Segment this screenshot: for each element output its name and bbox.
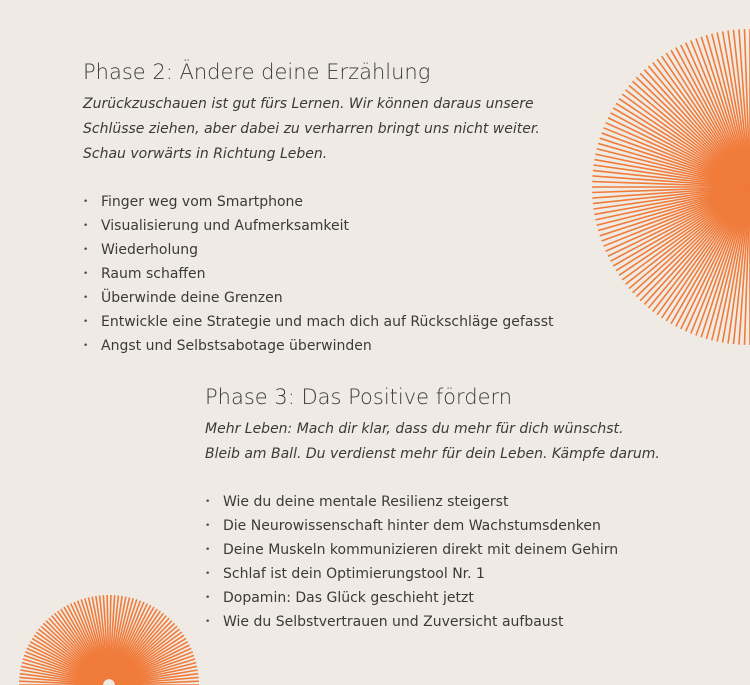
phase-3-intro: Mehr Leben: Mach dir klar, dass du mehr für dich wünschst. Bleib am Ball. Du verdienst mehr für dein Leben. Kämpfe darum.	[205, 421, 660, 462]
phase-2-title: Phase 2: Ändere deine Erzählung	[83, 60, 431, 84]
sunburst-decoration-right	[590, 28, 750, 346]
sunburst-rays	[19, 595, 199, 685]
phase-3-section	[205, 383, 705, 634]
phase-2-section	[83, 58, 603, 358]
sunburst-rays	[592, 29, 750, 345]
list-item: • Dopamin: Das Glück geschieht jetzt	[205, 586, 705, 610]
list-item: • Wiederholung	[83, 238, 603, 262]
list-item: • Visualisierung und Aufmerksamkeit	[83, 214, 603, 238]
list-item: • Die Neurowissenschaft hinter dem Wachstumsdenken	[205, 514, 705, 538]
list-item: • Raum schaffen	[83, 262, 603, 286]
list-item: • Angst und Selbstsabotage überwinden	[83, 334, 603, 358]
list-item: • Überwinde deine Grenzen	[83, 286, 603, 310]
phase-2-intro: Zurückzuschauen ist gut fürs Lernen. Wir können daraus unsere Schlüsse ziehen, aber dabei zu verharren bringt uns nicht weiter. Schau vorwärts in Richtung Leben.	[83, 96, 540, 162]
list-item: • Finger weg vom Smartphone	[83, 190, 603, 214]
list-item: • Wie du deine mentale Resilienz steigerst	[205, 490, 705, 514]
sunburst-decoration-left	[18, 584, 200, 685]
list-item: • Deine Muskeln kommunizieren direkt mit deinem Gehirn	[205, 538, 705, 562]
phase-3-title: Phase 3: Das Positive fördern	[205, 385, 513, 409]
list-item: • Wie du Selbstvertrauen und Zuversicht aufbaust	[205, 610, 705, 634]
list-item: • Schlaf ist dein Optimierungstool Nr. 1	[205, 562, 705, 586]
phase-2-list	[83, 190, 603, 358]
phase-3-list	[205, 490, 705, 634]
list-item: • Entwickle eine Strategie und mach dich auf Rückschläge gefasst	[83, 310, 603, 334]
